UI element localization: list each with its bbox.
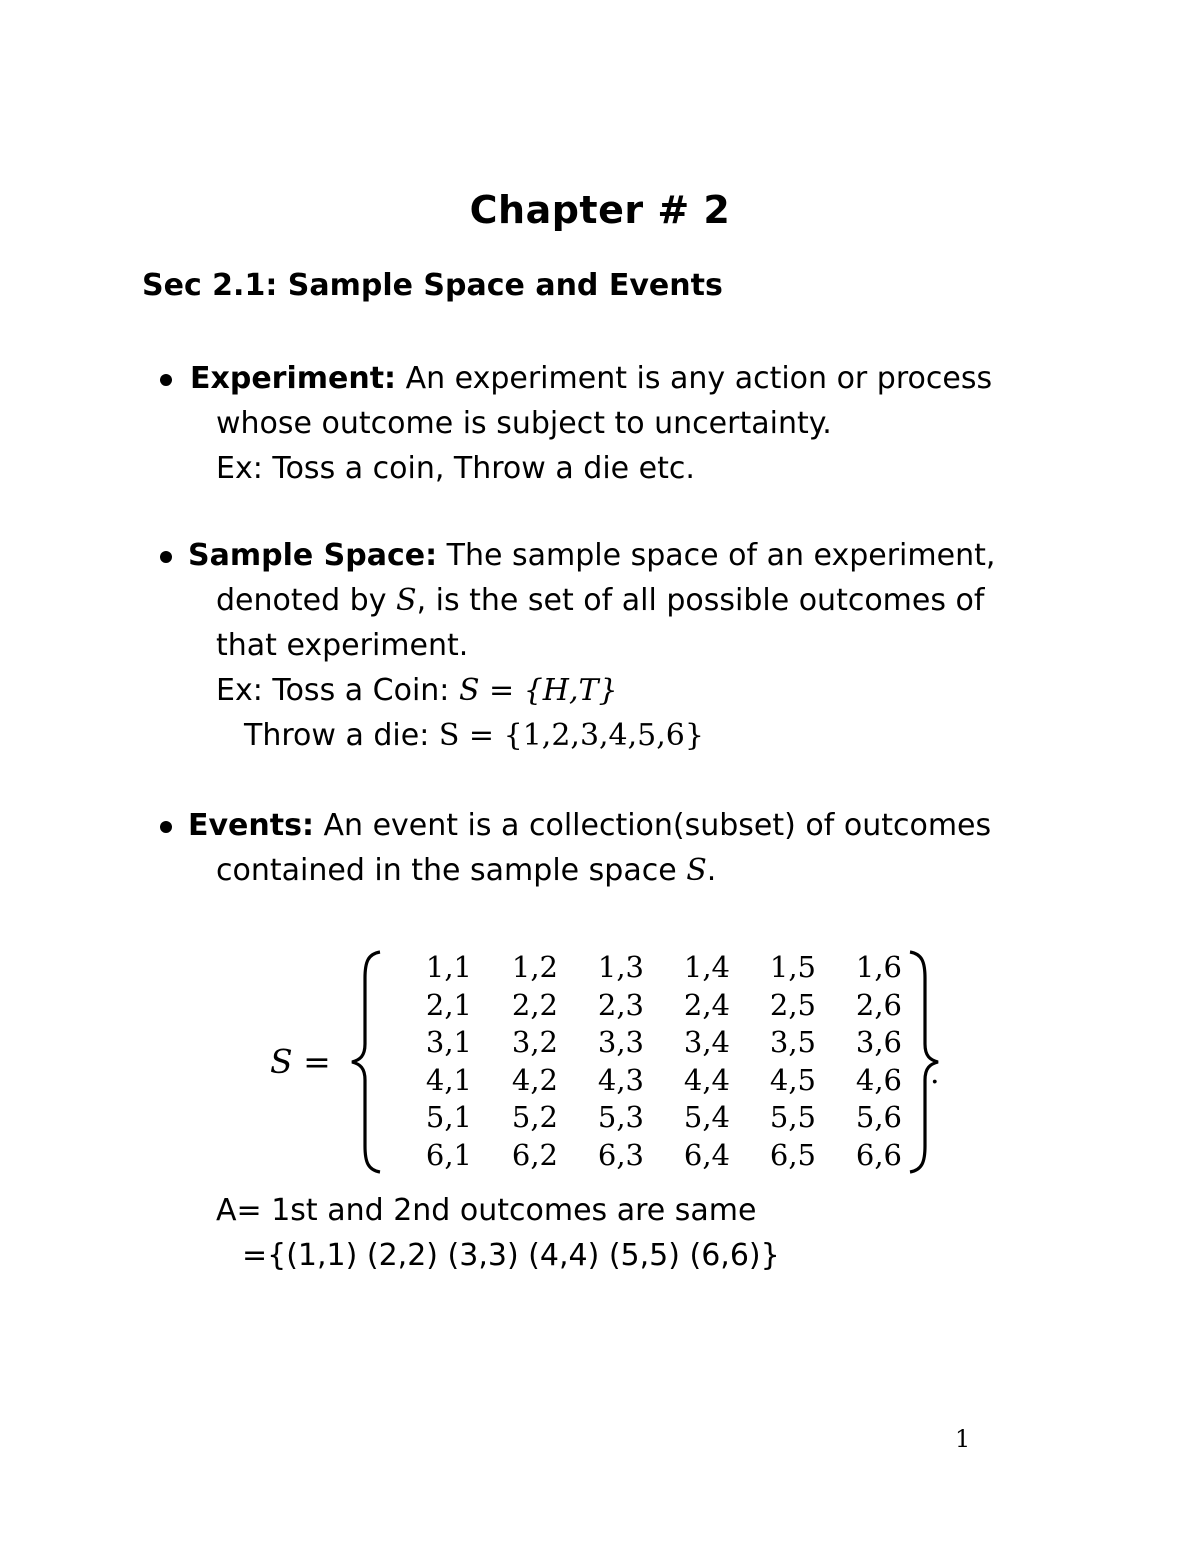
math-var-s: S [686,853,707,888]
matrix-cell: 3,2 [511,1025,558,1059]
matrix-cell: 2,3 [597,987,644,1022]
matrix-cell: 1,6 [855,950,902,984]
sample-space-definition: The sample space of an experiment, [446,538,996,573]
matrix-cell: 5,6 [855,1100,902,1134]
math-coin-set: S = {H,T} [458,673,618,708]
events-line2 [216,848,716,893]
matrix-cell: 1,2 [511,950,558,984]
bullet-dot [160,551,172,563]
matrix-cell: 3,5 [769,1025,816,1059]
math-var-s: S [396,583,417,618]
text-fragment: contained in the sample space [216,853,687,888]
bullet-dot [160,374,172,386]
event-a-line2: ={(1,1) (2,2) (3,3) (4,4) (5,5) (6,6)} [242,1238,780,1273]
matrix-cell: 2,1 [425,987,472,1022]
matrix-lhs: S = [270,1042,331,1081]
matrix-cell: 5,5 [769,1100,816,1134]
matrix-cell: 3,3 [597,1025,644,1059]
text-fragment: Ex: Toss a Coin: [216,673,459,708]
text-fragment: denoted by [216,583,396,618]
text-fragment: . [706,853,717,888]
events-line1 [188,803,991,848]
sample-space-line3: that experiment. [216,628,469,663]
matrix-cell: 5,3 [597,1100,644,1134]
matrix-grid [390,950,902,1175]
sample-space-line2 [216,578,984,623]
experiment-line2: whose outcome is subject to uncertainty. [216,406,832,441]
matrix-cell: 3,1 [425,1025,472,1059]
left-brace-icon [348,948,388,1176]
matrix-cell: 4,5 [769,1062,816,1097]
matrix-cell: 4,6 [855,1062,902,1097]
event-a [216,1188,780,1278]
matrix-cell: 2,4 [683,987,730,1022]
text-fragment: , is the set of all possible outcomes of [416,583,985,618]
matrix-cell: 3,4 [683,1025,730,1059]
matrix-cell: 4,2 [511,1062,558,1097]
bullet-experiment [160,356,1080,496]
chapter-title: Chapter # 2 [469,188,731,232]
matrix-cell: 3,6 [855,1025,902,1059]
sample-space-line1 [188,533,995,578]
matrix-cell: 1,5 [769,950,816,984]
experiment-example: Ex: Toss a coin, Throw a die etc. [216,451,695,486]
matrix-cell: 2,5 [769,987,816,1022]
bullet-events [160,803,1080,898]
sample-space-term: Sample Space: [188,538,438,573]
matrix-cell: 5,1 [425,1100,472,1134]
matrix-cell: 6,4 [683,1137,730,1172]
matrix-cell: 1,3 [597,950,644,984]
matrix-trailing-period: . [930,1056,940,1091]
experiment-line1 [190,356,992,401]
matrix-cell: 2,6 [855,987,902,1022]
events-definition: An event is a collection(subset) of outcomes [323,808,992,843]
bullet-sample-space [160,533,1080,763]
matrix-cell: 6,6 [855,1137,902,1172]
events-term: Events: [188,808,314,843]
matrix-cell: 4,4 [683,1062,730,1097]
matrix-cell: 5,2 [511,1100,558,1134]
matrix-cell: 1,4 [683,950,730,984]
text-fragment: Throw a die: [244,718,439,753]
page-number: 1 [955,1425,971,1453]
matrix-cell: 4,1 [425,1062,472,1097]
section-heading: Sec 2.1: Sample Space and Events [142,268,723,303]
sample-space-matrix [260,948,980,1178]
matrix-cell: 6,5 [769,1137,816,1172]
matrix-cell: 4,3 [597,1062,644,1097]
sample-space-example-coin [216,668,618,713]
math-die-set: S = {1,2,3,4,5,6} [438,718,704,753]
matrix-cell: 1,1 [425,950,472,984]
matrix-cell: 6,2 [511,1137,558,1172]
experiment-definition: An experiment is any action or process [405,361,993,396]
experiment-term: Experiment: [190,361,397,396]
event-a-line1: A= 1st and 2nd outcomes are same [216,1193,757,1228]
bullet-dot [160,821,172,833]
sample-space-example-die [244,713,704,758]
matrix-cell: 5,4 [683,1100,730,1134]
matrix-cell: 6,1 [425,1137,472,1172]
matrix-cell: 2,2 [511,987,558,1022]
matrix-cell: 6,3 [597,1137,644,1172]
